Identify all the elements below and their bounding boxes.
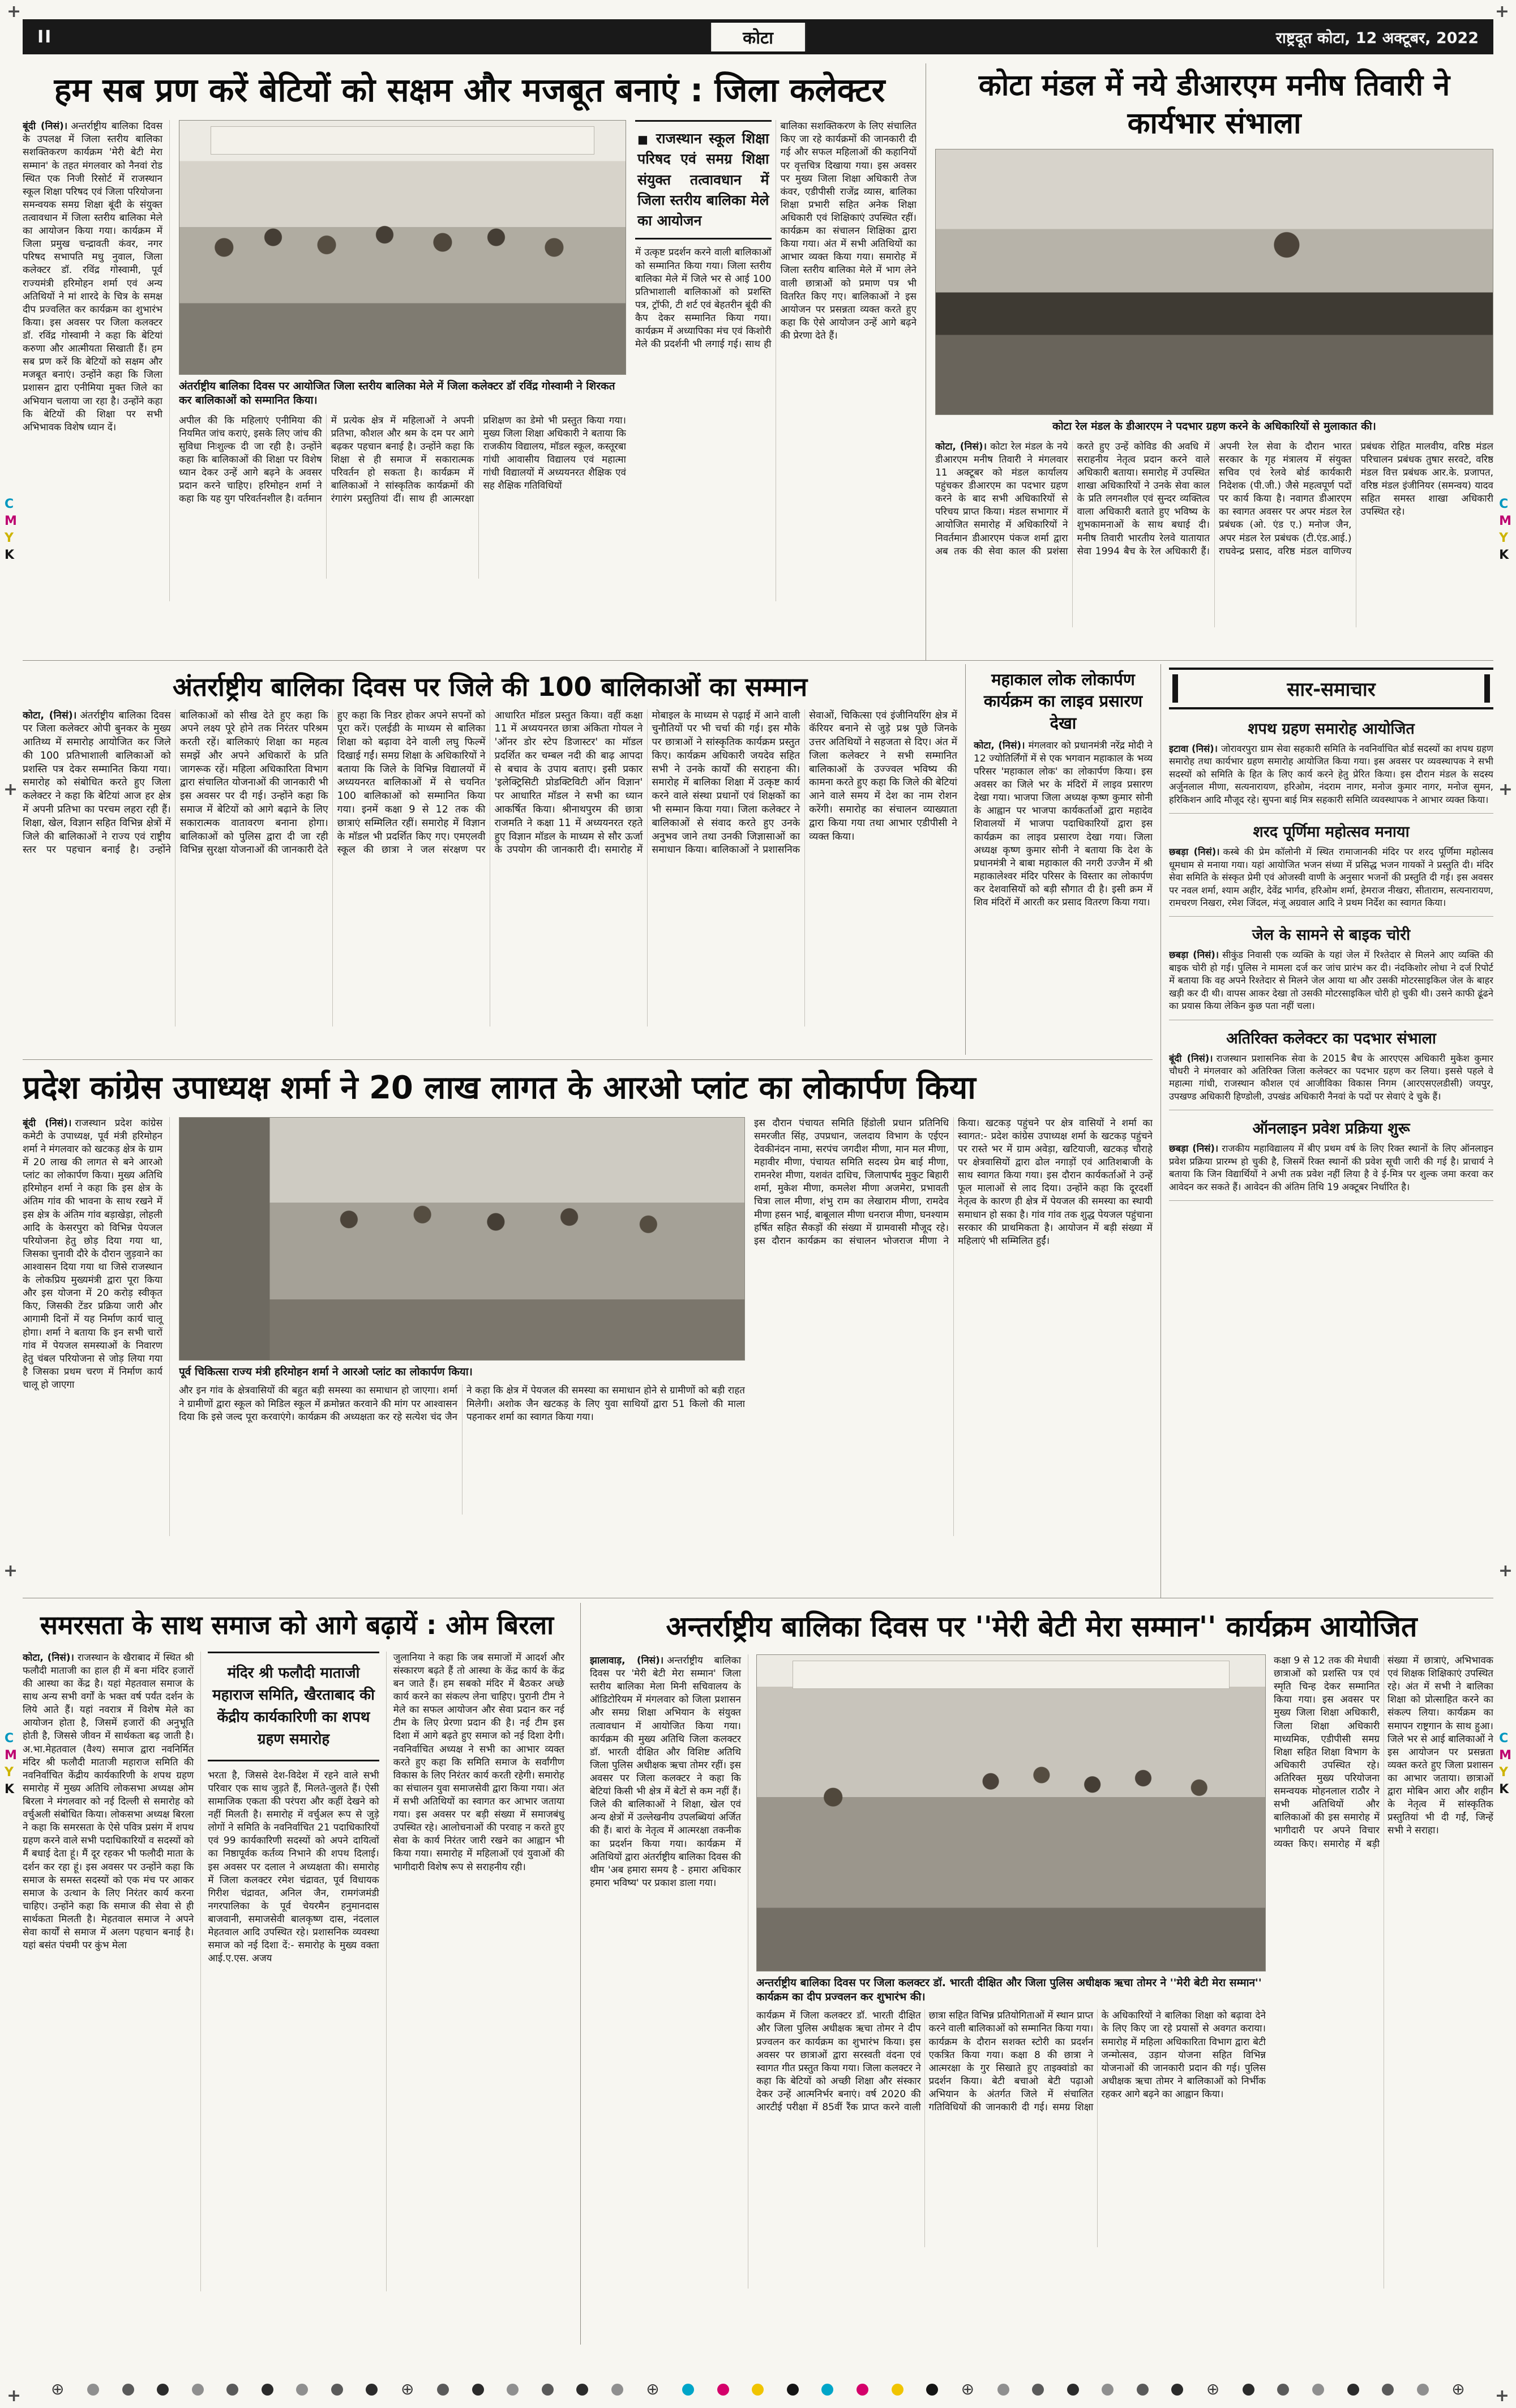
article-ro-plant — [23, 1059, 1153, 1598]
dateline: इटावा (निसं)। — [1169, 743, 1218, 754]
article-meri-beti-col-left — [590, 1654, 748, 2289]
article-drm-headline: कोटा मंडल में नये डीआरएम मनीष तिवारी ने कार्यभार संभाला — [978, 69, 1450, 140]
article-samarasta-col1 — [23, 1652, 200, 2291]
event-banner — [793, 1661, 1230, 1689]
news-brief-adm-padbhar — [1169, 1027, 1493, 1111]
crop-mark-bottom-left: + — [7, 2386, 22, 2406]
sidebar-title: सार-समाचार — [1169, 668, 1493, 709]
news-briefs-sidebar — [1160, 664, 1493, 1598]
article-mahakal-text: मंगलवार को प्रधानमंत्री नरेंद्र मोदी ने 12 ज्योतिर्लिंगों में से एक भगवान महाकाल के भव्य परिसर 'महाकाल लोक' का लोकार्पण किया। इस अवसर का जिले भर के मंदिरों में लाइव प्रसारण देखा गया। भाजपा जिला अध्यक्ष कृष्ण कुमार सोनी के आह्वान पर भाजपा कार्यकर्ताओं द्वारा महादेव शिवालयों में भाजपा पदाधिकारियों द्वारा इस कार्यक्रम का लाइव प्रसारण देखा गया। जिला अध्यक्ष कृष्ण कुमार सोनी ने बताया कि देश के प्रधानमंत्री ने बाबा महाकाल की नगरी उज्जैन में श्री महाकालेश्वर मंदिर परिसर के विस्तार का लोकार्पण कर देशवासियों को बड़ी सौगात दी है। इसी क्रम में शिव मंदिरों में आरती कर प्रसाद वितरण किया गया। — [974, 739, 1153, 909]
article-samman-headline: अंतर्राष्ट्रीय बालिका दिवस पर जिले की 100 बालिकाओं का सम्मान — [172, 671, 808, 702]
brief-text: राजस्थान प्रशासनिक सेवा के 2015 बैच के आरएएस अधिकारी मुकेश कुमार चौधरी ने मंगलवार को अतिरिक्त जिला कलेक्टर का पदभार ग्रहण कर लिया। इससे पहले वे महात्मा गांधी, राजस्थान कौशल एवं आजीविका विकास निगम (आरएसएलडीसी) जयपुर, उपखण्ड अधिकारी हिण्डोली, उपखंड अधिकारी नैनवां के पदों पर सेवाएं दे चुके हैं। — [1169, 1053, 1493, 1102]
article-betiyan-right — [635, 120, 917, 601]
city-label: कोटा — [710, 22, 806, 52]
article-drm-figure — [935, 149, 1493, 434]
dateline: कोटा, (निसं)। — [23, 1652, 74, 1663]
brief-title: शपथ ग्रहण समारोह आयोजित — [1248, 720, 1415, 738]
article-mahakal-body — [974, 739, 1153, 1040]
square-bullet-icon: ■ — [637, 132, 650, 147]
news-brief-bike-chori — [1169, 923, 1493, 1020]
subhead-box-text: राजस्थान स्कूल शिक्षा परिषद एवं समग्र शिक्षा संयुक्त तत्वावधान में जिला स्तरीय बालिका मेले का आयोजन — [637, 130, 769, 229]
dateline: कोटा, (निसं)। — [935, 440, 987, 452]
article-betiyan-headline: हम सब प्रण करें बेटियों को सक्षम और मजबूत बनाएं : जिला कलेक्टर — [54, 71, 885, 109]
article-100-balika-samman — [23, 664, 965, 1055]
article-meri-beti-headline: अन्तर्राष्ट्रीय बालिका दिवस पर ''मेरी बेटी मेरा सम्मान'' कार्यक्रम आयोजित — [666, 1610, 1417, 1643]
event-banner — [211, 126, 594, 155]
news-brief-online-pravesh — [1169, 1117, 1493, 1201]
ro-plant-photo — [179, 1117, 745, 1361]
news-brief-sharad-purnima — [1169, 820, 1493, 917]
article-samarasta-text2: भरता है, जिससे देश-विदेश में रहने वाले सभी परिवार एक साथ जुड़ते हैं, मिलते-जुलते हैं। ऐसी सामाजिक एकता की परंपरा और कहीं देखने को नहीं मिलती है। समारोह में वर्चुअल रूप से जुड़े लोगों ने समिति के नवनिर्वाचित 21 पदाधिकारियों एवं 99 कार्यकारिणी सदस्यों को अपने दायित्वों का निष्ठापूर्वक कर्तव्य निभाने की शपथ दिलाई। इस अवसर पर दलाल ने अध्यक्षता की। समारोह में जिला कलक्टर रमेश चंद्रावत, पूर्व विधायक गिरीश चंद्रावत, अनिल जैन, रामगंजमंडी नगरपालिका के पूर्व चेयरमैन हनुमानदास बाजवानी, समाजसेवी बालकृष्ण दास, नंदलाल मेहतवाल आदि उपस्थित रहे। प्रशासनिक व्यवस्था समाज को नई दिशा दें:- समारोह के मुख्य वक्ता आई.ए.एस. अजय — [208, 1769, 379, 1965]
article-mahakal-live — [965, 664, 1153, 1055]
article-ro-plant-figure — [179, 1117, 745, 1536]
article-meri-beti-text-right: कक्षा 9 से 12 तक की मेधावी छात्राओं को प्रशस्ति पत्र एवं स्मृति चिन्ह देकर सम्मानित किया गया। इस अवसर पर मुख्य जिला शिक्षा अधिकारी, जिला शिक्षा अधिकारी माध्यमिक, एडीपीसी समग्र शिक्षा सहित शिक्षा विभाग के अधिकारी उपस्थित रहे। अतिरिक्त मुख्य परियोजना समन्वयक मोहनलाल राठौर ने सभी अतिथियों और बालिकाओं की इस समारोह में भागीदारी पर अपने विचार व्यक्त किए। समारोह में बड़ी संख्या में छात्राएं, अभिभावक एवं शिक्षक शिक्षिकाएं उपस्थित रहे। अंत में सभी ने बालिका शिक्षा को प्रोत्साहित करने का संकल्प लिया। कार्यक्रम का समापन राष्ट्रगान के साथ हुआ। जिले भर से आई बालिकाओं ने इस आयोजन पर प्रसन्नता व्यक्त करते हुए जिला प्रशासन का आभार जताया। छात्राओं द्वारा मोबिन आरा और शहीन के नेतृत्व में सांस्कृतिक प्रस्तुतियां भी दी गईं, जिन्हें सभी ने सराहा। — [1274, 1655, 1493, 1850]
page-content — [23, 63, 1493, 2345]
article-ro-plant-text-right: इस दौरान पंचायत समिति हिंडोली प्रधान प्रतिनिधि समरजीत सिंह, उपप्रधान, जलदाय विभाग के एईएन देवकीनंदन नामा, सरपंच जगदीश मीणा, मान मल मीणा, महावीर मीणा, पंचायत समिति सदस्य प्रेम बाई मीणा, रामनरेश मीणा, यशवंत दाधिच, जिलापार्षद मुकुट बिहारी शर्मा, मुकेश मीणा, कमलेश मीणा अजमेरा, प्रभावती चित्रा लाल मीणा, शंभु राम का लेखाराम मीणा, रामदेव मीणा हसन भाई, बाबूलाल मीणा धनराज मीणा, घनश्याम हर्षित सहित सैकड़ों की संख्या में ग्रामवासी मौजूद रहे। इस दौरान कार्यक्रम का संचालन भोजराज मीणा ने किया। खटकड़ पहुंचने पर क्षेत्र वासियों ने शर्मा का स्वागत:- प्रदेश कांग्रेस उपाध्यक्ष शर्मा के खटकड़ पहुंचने पर रास्ते भर में ग्राम अवेड़ा, खटियाजी, खटकड़ चौराहे पर क्षेत्रवासियों द्वारा ढोल नगाड़ों एवं आतिशबाजी के साथ स्वागत किया गया। इस दौरान कार्यकर्ताओं ने उन्हें फूल मालाओं से लाद दिया। उन्होंने कहा कि दूरदर्शी नेतृत्व के कारण ही क्षेत्र में पेयजल की समस्या का स्थायी समाधान हो सका है। गांव गांव तक शुद्ध पेयजल पहुंचाना सरकार की प्राथमिकता है। आयोजन में बड़ी संख्या में महिलाएं भी सम्मिलित हुईं। — [754, 1117, 1153, 1247]
article-samarasta-birla — [23, 1603, 580, 2345]
article-drm-body — [935, 440, 1493, 627]
crop-mark-right-lower: + — [1498, 1561, 1513, 1581]
article-betiyan-col-left — [23, 120, 170, 601]
crop-mark-top-right: + — [1494, 2, 1509, 22]
brief-text: सीकुंड निवासी एक व्यक्ति के यहां जेल में रिश्तेदार से मिलने आए व्यक्ति की बाइक चोरी हो गई। पुलिस ने मामला दर्ज कर जांच प्रारंभ कर दी। नंदकिशोर लोधा ने दर्ज रिपोर्ट में बताया कि वह अपने रिश्तेदार से मिलने जेल आया था और उसकी मोटरसाइकिल जेल के बाहर खड़ी कर दी थी। वापस आकर देखा तो उसकी मोटरसाइकिल चोरी हो चुकी थी। उसने काफी ढूंढने का प्रयास किया लेकिन कुछ पता नहीं चला। — [1169, 949, 1493, 1012]
brief-text: राजकीय महाविद्यालय में बीए प्रथम वर्ष के लिए रिक्त स्थानों के लिए ऑनलाइन प्रवेश प्रक्रिया प्रारम्भ हो चुकी है, जिसमें रिक्त स्थानों की प्रवेश सूची जारी की गई है। प्राचार्य ने बताया कि जिन विद्यार्थियों ने अभी तक प्रवेश नहीं लिया है वे ई-मित्र पर शुल्क जमा करवा कर आवेदन कर सकते हैं। आवेदन की अंतिम तिथि 19 अक्टूबर निर्धारित है। — [1169, 1143, 1493, 1192]
article-samarasta-col3: जुलानिया ने कहा कि जब समाजों में आदर्श और संस्कारण बढ़ते हैं तो आस्था के केंद्र कार्य के केंद्र बन जाते हैं। हम सबको मंदिर में बैठकर अच्छे कार्य करने का संकल्प लेना चाहिए। पुरानी टीम ने मेले का सफल आयोजन और सेवा प्रदान कर नई टीम के लिए प्रेरणा प्रदान की है। नई टीम इस दिशा में आगे बढ़ते हुए समाज को नई दिशा देगी। नवनिर्वाचित अध्यक्ष ने सभी का आभार व्यक्त करते हुए कहा कि समिति समाज के सर्वांगीण विकास के लिए निरंतर कार्य करती रहेगी। समारोह का संचालन युवा समाजसेवी द्वारा किया गया। अंत में सभी अतिथियों का स्वागत कर आभार जताया गया। इस अवसर पर बड़ी संख्या में समाजबंधु उपस्थित रहे। आलोचनाओं की परवाह न करते हुए सेवा के कार्य निरंतर जारी रखने का आह्वान भी किया गया। समारोह में महिलाओं एवं युवाओं की भागीदारी विशेष रूप से सराहनीय रही। — [386, 1652, 571, 2291]
brief-body — [1169, 949, 1493, 1012]
brief-title: ऑनलाइन प्रवेश प्रक्रिया शुरू — [1252, 1120, 1410, 1138]
dateline: छबड़ा (निसं)। — [1169, 846, 1220, 858]
article-ro-plant-text-left: राजस्थान प्रदेश कांग्रेस कमेटी के उपाध्यक्ष, पूर्व मंत्री हरिमोहन शर्मा ने मंगलवार को खटकड़ क्षेत्र के ग्राम में 20 लाख की लागत से बने आरओ प्लांट का लोकार्पण किया। मुख्य अतिथि हरिमोहन शर्मा ने कहा कि इस क्षेत्र के अंतिम गांव की भावना के साथ रखने में इस क्षेत्र के अंतिम गांव बड़ाखेड़ा, लोहली आदि के केसरपुरा को विभिन्न पेयजल परियोजना हेतु छोड़ दिया गया था, जिसका चुनावी दौरे के दौरान जुड़वाने का आश्वासन दिया गया था जिसे राजस्थान के लोकप्रिय मुख्यमंत्री द्वारा पूरा किया और इस योजना में 20 करोड़ स्वीकृत किए, जिसकी टेंडर प्रक्रिया जारी और आगामी दिनों में यह निर्माण कार्य चालू होगा। शर्मा ने बताया कि इन सभी चारों गांव में पेयजल समस्याओं के निवारण हेतु चंबल परियोजना से जोड़ लिया गया है जिसका प्रथम चरण में निर्माण कार्य चालू हो जाएगा — [23, 1117, 162, 1391]
article-ro-plant-right — [754, 1117, 1153, 1536]
dateline: बूंदी (निसं)। — [23, 121, 68, 132]
subhead-box — [635, 120, 772, 239]
bottom-section — [23, 1603, 1493, 2345]
mandir-samiti-box: मंदिर श्री फलौदी माताजी महाराज समिति, खैरताबाद की केंद्रीय कार्यकारिणी का शपथ ग्रहण समारोह — [208, 1652, 379, 1761]
brief-title: शरद पूर्णिमा महोत्सव मनाया — [1253, 823, 1410, 841]
article-meri-beti-text-mid: कार्यक्रम में जिला कलक्टर डॉ. भारती दीक्षित और जिला पुलिस अधीक्षक ऋचा तोमर ने दीप प्रज्वलन कर कार्यक्रम का शुभारंभ किया। इस अवसर पर छात्राओं द्वारा सरस्वती वंदना एवं स्वागत गीत प्रस्तुत किया गया। जिला कलक्टर ने कहा कि बेटियों को अच्छी शिक्षा और संस्कार देकर उन्हें आत्मनिर्भर बनाएं। वर्ष 2020 की आरटीई परीक्षा में 85वीं रैंक प्राप्त करने वाली छात्रा सहित विभिन्न प्रतियोगिताओं में स्थान प्राप्त करने वाली बालिकाओं को सम्मानित किया गया। कार्यक्रम के दौरान सशक्त स्टोरी का प्रदर्शन एकत्रित किया गया। कक्षा 8 की छात्रा ने आत्मरक्षा के गुर सिखाते हुए ताइक्वांडो का प्रदर्शन किया। बेटी बचाओ बेटी पढ़ाओ अभियान के अंतर्गत जिले में संचालित गतिविधियों की जानकारी दी गई। समग्र शिक्षा के अधिकारियों ने बालिका शिक्षा को बढ़ावा देने के लिए किए जा रहे प्रयासों से अवगत कराया। समारोह में महिला अधिकारिता विभाग द्वारा बेटी जन्मोत्सव, उड़ान योजना सहित विभिन्न योजनाओं की जानकारी प्रदान की गई। पुलिस अधीक्षक ऋचा तोमर ने बालिकाओं को निर्भीक रहकर आगे बढ़ने का आह्वान किया। — [756, 2010, 1266, 2114]
article-ro-plant-text-mid: और इन गांव के क्षेत्रवासियों की बहुत बड़ी समस्या का समाधान हो जाएगा। शर्मा ने ग्रामीणों द्वारा स्कूल को मिडिल स्कूल में क्रमोन्नत करवाने की मांग पर आश्वासन दिया कि इसे जल्द पूरा करवाएंगे। कार्यक्रम की अध्यक्षता कर रहे सत्येश चंद जैन ने कहा कि क्षेत्र में पेयजल की समस्या का समाधान होने से ग्रामीणों को बड़ी राहत मिलेगी। अशोक जैन खटकड़ के लिए युवा साथियों द्वारा 51 किलो की माला पहनाकर शर्मा का स्वागत किया गया। — [179, 1385, 745, 1423]
dateline: कोटा, (निसं)। — [23, 709, 77, 721]
brief-body — [1169, 1143, 1493, 1194]
brief-body — [1169, 1053, 1493, 1104]
deep-prajwalan-photo — [756, 1654, 1266, 1971]
crop-mark-left-lower: + — [3, 1561, 18, 1581]
article-drm-kota — [926, 63, 1493, 660]
drm-photo-caption: कोटा रेल मंडल के डीआरएम ने पदभार ग्रहण करने के अधिकारियों से मुलाकात की। — [1052, 420, 1376, 433]
article-samarasta-body — [23, 1652, 571, 2291]
middle-top-block — [23, 664, 1153, 1055]
cmyk-mark-right-upper: C M Y K — [1499, 497, 1511, 562]
article-meri-beti-right — [1274, 1654, 1493, 2289]
middle-section — [23, 664, 1493, 1598]
article-betiyan-text-mid: अपील की कि महिलाएं एनीमिया की नियमित जांच कराएं, इसके लिए जांच की सुविधा निःशुल्क दी जा रही है। उन्होंने कहा कि बालिकाओं की शिक्षा पर विशेष ध्यान देकर उन्हें आगे बढ़ने के अवसर प्रदान करने चाहिए। हरिमोहन शर्मा ने कहा कि यह युग परिवर्तनशील है। वर्तमान में प्रत्येक क्षेत्र में महिलाओं ने अपनी प्रतिभा, कौशल और श्रम के दम पर आगे बढ़कर पहचान बनाई है। उन्होंने कहा कि शिक्षा से ही समाज में सकारात्मक परिवर्तन हो सकता है। कार्यक्रम में बालिकाओं ने सांस्कृतिक कार्यक्रमों की रंगारंग प्रस्तुतियां दीं। साथ ही आत्मरक्षा प्रशिक्षण का डेमो भी प्रस्तुत किया गया। मुख्य जिला शिक्षा अधिकारी ने बताया कि राजकीय विद्यालय, मॉडल स्कूल, कस्तूरबा गांधी आवासीय विद्यालय एवं महात्मा गांधी विद्यालयों में अध्ययनरत शैक्षिक एवं सह शैक्षिक गतिविधियों — [179, 414, 626, 505]
article-betiyan-figure — [179, 120, 626, 601]
masthead-dateline: राष्ट्रदूत कोटा, 12 अक्टूबर, 2022 — [1275, 29, 1479, 47]
crop-mark-bottom-right: + — [1494, 2386, 1509, 2406]
article-meri-beti-text-left: अन्तर्राष्ट्रीय बालिका दिवस पर 'मेरी बेटी मेरा सम्मान' जिला स्तरीय बालिका मेला मिनी सचिवालय के ऑडिटोरियम में मंगलवार को जिला प्रशासन और समग्र शिक्षा अभियान के संयुक्त तत्वावधान में आयोजित किया गया। कार्यक्रम की मुख्य अतिथि जिला कलक्टर डॉ. भारती दीक्षित और विशिष्ट अतिथि जिला पुलिस अधीक्षक ऋचा तोमर रहीं। इस अवसर पर जिला कलक्टर ने कहा कि बेटियां किसी भी क्षेत्र में बेटों से कम नहीं हैं। जिले की बालिकाओं ने शिक्षा, खेल एवं अन्य क्षेत्रों में उल्लेखनीय उपलब्धियां अर्जित की हैं। बारां के नेतृत्व में आत्मरक्षा तकनीक का प्रदर्शन किया गया। कार्यक्रम में अतिथियों द्वारा अंतर्राष्ट्रीय बालिका दिवस की थीम 'अब हमारा समय है - हमारा अधिकार हमारा भविष्य' पर प्रकाश डाला गया। — [590, 1655, 741, 1889]
balika-mela-caption: अंतर्राष्ट्रीय बालिका दिवस पर आयोजित जिला स्तरीय बालिका मेले में जिला कलेक्टर डॉ रविंद्र गोस्वामी ने शिरकत कर बालिकाओं को सम्मानित किया। — [179, 380, 615, 407]
ro-plant-caption: पूर्व चिकित्सा राज्य मंत्री हरिमोहन शर्मा ने आरओ प्लांट का लोकार्पण किया। — [179, 1365, 473, 1378]
cmyk-mark-right-lower: C M Y K — [1499, 1731, 1511, 1797]
middle-left-block — [23, 664, 1160, 1598]
dateline: कोटा, (निसं)। — [974, 739, 1025, 751]
article-ro-plant-body — [23, 1117, 1153, 1536]
news-brief-shapath — [1169, 717, 1493, 814]
page-header — [23, 19, 1493, 54]
article-meri-beti-jhalawar — [580, 1603, 1493, 2345]
dateline: बूंदी (निसं)। — [23, 1117, 72, 1129]
brief-text: कस्बे की प्रेम कॉलोनी में स्थित रामाजानकी मंदिर पर शरद पूर्णिमा महोत्सव धूमधाम से मनाया गया। यहां आयोजित भजन संध्या में प्रसिद्ध भजन गायकों ने प्रस्तुति दी। मंदिर सेवा समिति के संस्कृत प्रेमी एवं ओजस्वी वाणी के अनुसार भजनों की प्रस्तुति दी गई। इस अवसर पर नवल शर्मा, श्याम अहीर, देवेंद्र भार्गव, हरिओम शर्मा, हेमराज नीखरा, सीताराम, सत्यनारायण, रामचरण निखरा, रमेश जिंदल, मंजू अग्रवाल आदि ने प्रथम निर्देश का स्वागत किया। — [1169, 846, 1493, 908]
article-betiyan-saksham — [23, 63, 926, 660]
crop-mark-left-mid: + — [3, 780, 18, 799]
article-ro-plant-headline: प्रदेश कांग्रेस उपाध्यक्ष शर्मा ने 20 लाख लागत के आरओ प्लांट का लोकार्पण किया — [23, 1070, 976, 1106]
dateline: बूंदी (निसं)। — [1169, 1053, 1213, 1064]
article-mahakal-headline: महाकाल लोक लोकार्पण कार्यक्रम का लाइव प्रसारण देखा — [983, 670, 1143, 733]
page-number: II — [37, 27, 53, 47]
brief-text: जोरावरपुरा ग्राम सेवा सहकारी समिति के नवनिर्वाचित बोर्ड सदस्यों का शपथ ग्रहण समारोह तथा कार्यभार ग्रहण समारोह आयोजित किया गया। इस अवसर पर व्यवस्थापक ने सभी सदस्यों को समिति के हित के लिए कार्य करने हेतु प्रेरित किया। इस दौरान मंडल के सदस्य अर्जुनलाल मीणा, सत्यनारायण, हरिओम, नंदराम नागर, मनोज कुमार नागर, मनोज सुमन, हरिकिशन आदि मौजूद रहे। सुपना बाई मित्र सहकारी समिति व्यवस्थापक ने आभार व्यक्त किया। — [1169, 743, 1493, 805]
article-samman-body — [23, 709, 957, 1026]
dateline: झालावाड़, (निसं)। — [590, 1655, 664, 1666]
dateline: छबड़ा (निसं)। — [1169, 1143, 1219, 1154]
article-samarasta-col2 — [200, 1652, 386, 2291]
top-section — [23, 63, 1493, 661]
article-ro-plant-col-left — [23, 1117, 170, 1536]
article-betiyan-text-right: में उत्कृष्ट प्रदर्शन करने वाली बालिकाओं को सम्मानित किया गया। जिला स्तरीय बालिका मेले में जिले भर से आई 100 प्रतिभाशाली बालिकाओं को प्रशस्ति पत्र, ट्रॉफी, टी शर्ट एवं बेहतरीन बूंदी की कैप देकर सम्मानित किया गया। कार्यक्रम में अध्यापिका मंच एवं किशोरी मेले की प्रदर्शनी भी लगाई गई। साथ ही बालिका सशक्तिकरण के लिए संचालित किए जा रहे कार्यक्रमों की जानकारी दी गई और सफल महिलाओं की कहानियों पर वृत्तचित्र दिखाया गया। इस अवसर पर मुख्य जिला शिक्षा अधिकारी तेज कंवर, एडीपीसी राजेंद्र व्यास, बालिका शिक्षा प्रभारी सहित अनेक शिक्षा अधिकारी एवं शिक्षिकाएं उपस्थित रहीं। कार्यक्रम का संचालन शिक्षिका द्वारा किया गया। अंत में सभी अतिथियों का आभार व्यक्त किया गया। समारोह में जिला स्तरीय बालिका मेले में भाग लेने वाली छात्राओं को प्रमाण पत्र भी वितरित किए गए। बालिकाओं ने इस आयोजन पर प्रसन्नता व्यक्त करते हुए कहा कि ऐसे आयोजन उन्हें आगे बढ़ने की प्रेरणा देते हैं। — [635, 121, 917, 350]
article-samarasta-text1: राजस्थान के खैराबाद में स्थित श्री फलौदी माताजी का हाल ही में बना मंदिर हजारों की आस्था का केंद्र है। यहां मेहतवाल समाज के साथ अन्य सभी वर्गों के भक्त वर्ष पर्यंत दर्शन के लिये आते हैं। यहां नवरात्र में विशेष मेले का आयोजन होता है, जिसमें हजारों की अनुभूति होती है, जिससे जीवन में सार्थकता बढ़ जाती है। अ.भा.मेहतवाल (वैश्य) समाज द्वारा नवनिर्मित मंदिर श्री फलौदी माताजी महाराज समिति की नवनिर्वाचित केंद्रीय कार्यकारिणी के शपथ ग्रहण समारोह में मुख्य अतिथि लोकसभा अध्यक्ष ओम बिरला ने मंगलवार को नई दिल्ली से समारोह को वर्चुअली संबोधित किया। लोकसभा अध्यक्ष बिरला ने कहा कि समरसता के ऐसे पवित्र प्रसंग में शपथ ग्रहण करने वाले सभी पदाधिकारियों व सदस्यों को मैं बधाई देता हूं। मैं दूर रहकर भी फलौदी माता के दर्शन कर रहा हूं। इस अवसर पर उन्होंने कहा कि समाज के समस्त सदस्यों को एक मंच पर आकर समाज के उत्थान के लिए निरंतर कार्य करना चाहिए। उन्होंने कहा कि समाज की सेवा से ही सार्थकता मिलती है। मेहतवाल समाज ने अपने सेवा कार्यों से समाज में अलग पहचान बनाई है। यहां बसंत पंचमी पर कुंभ मेला — [23, 1652, 194, 1952]
article-drm-text: कोटा रेल मंडल के नये डीआरएम मनीष तिवारी ने मंगलवार 11 अक्टूबर को मंडल कार्यालय पहुंचकर डीआरएम का पदभार ग्रहण करने के बाद सभी अधिकारियों से परिचय प्राप्त किया। मंडल सभागार में आयोजित समारोह में अधिकारियों ने निवर्तमान डीआरएम पंकज शर्मा द्वारा अब तक की सेवा काल की प्रशंसा करते हुए उन्हें कोविड की अवधि में सराहनीय नेतृत्व प्रदान करने वाले अधिकारी बताया। समारोह में उपस्थित शाखा अधिकारियों ने उनके सेवा काल के प्रति लगनशील एवं सुन्दर व्यक्तित्व वाला अधिकारी बताते हुए भविष्य के शुभकामनाओं के साथ बधाई दी। मनीष तिवारी भारतीय रेलवे यातायात सेवा 1994 बैच के रेल अधिकारी हैं। अपनी रेल सेवा के दौरान भारत सरकार के गृह मंत्रालय में संयुक्त सचिव एवं रेलवे बोर्ड कार्यकारी निदेशक (पी.जी.) जैसे महत्वपूर्ण पदों पर कार्य किया है। नवागत डीआरएम का स्वागत अवसर पर अपर मंडल रेल प्रबंधक (ओ. एंड ए.) मनोज जैन, अपर मंडल रेल प्रबंधक (टी.एंड.आई.) राघवेन्द्र प्रसाद, वरिष्ठ मंडल वाणिज्य प्रबंधक रोहित मालवीय, वरिष्ठ मंडल परिचालन प्रबंधक तुषार सरवटे, वरिष्ठ मंडल वित्त प्रबंधक आर.के. प्रजापत, वरिष्ठ मंडल इंजीनियर (समन्वय) यादव सहित समस्त शाखा अधिकारी उपस्थित रहे। — [935, 440, 1493, 557]
brief-title: जेल के सामने से बाइक चोरी — [1252, 926, 1411, 944]
dateline: छबड़ा (निसं)। — [1169, 949, 1219, 961]
article-samarasta-headline: समरसता के साथ समाज को आगे बढ़ायें : ओम बिरला — [40, 1610, 554, 1640]
registration-colorbar: ⊕ ⊕ ⊕ ⊕ ⊕ ⊕ — [51, 2380, 1465, 2398]
deep-prajwalan-caption: अन्तर्राष्ट्रीय बालिका दिवस पर जिला कलक्टर डॉ. भारती दीक्षित और जिला पुलिस अधीक्षक ऋचा तोमर ने ''मेरी बेटी मेरा सम्मान'' कार्यक्रम का दीप प्रज्वलन कर शुभारंभ की। — [756, 1977, 1262, 2003]
brief-title: अतिरिक्त कलेक्टर का पदभार संभाला — [1226, 1029, 1436, 1047]
brief-body — [1169, 743, 1493, 806]
article-betiyan-text-left: अन्तर्राष्ट्रीय बालिका दिवस के उपलक्ष में जिला स्तरीय बालिका सशक्तिकरण कार्यक्रम 'मेरी बेटी मेरा सम्मान' के तहत मंगलवार को नैनवां रोड स्थित एक निजी रिसोर्ट में राजस्थान स्कूल शिक्षा परिषद एवं जिला परियोजना समन्वयक समग्र शिक्षा बूंदी के संयुक्त तत्वावधान में जिला स्तरीय बालिका मेले का आयोजन किया गया। कार्यक्रम में जिला प्रमुख चन्द्रावती कंवर, नगर परिषद सभापति मधु नुवाल, जिला कलेक्टर डॉ. रविंद्र गोस्वामी, पूर्व राज्यमंत्री हरिमोहन शर्मा एवं अन्य अतिथियों ने मां शारदे के चित्र के समक्ष दीप प्रज्वलित कर कार्यक्रम का शुभारंभ किया। इस अवसर पर जिला कलक्टर डॉ. रविंद्र गोस्वामी ने कहा कि बेटियां करुणा और आत्मीयता सिखाती हैं। हम सब प्रण करें कि बेटियों को सक्षम और मजबूत बनाएं। उन्होंने कहा कि जिला प्रशासन द्वारा एनीमिया मुक्त जिले का अभियान चलाया जा रहा है। उन्होंने कहा कि बेटियों की शिक्षा पर सभी अभिभावक विशेष ध्यान दें। — [23, 121, 162, 433]
article-betiyan-body — [23, 120, 917, 601]
drm-office-photo — [935, 149, 1493, 415]
article-meri-beti-body — [590, 1654, 1493, 2289]
crop-mark-top-left: + — [7, 2, 22, 22]
article-meri-beti-figure — [756, 1654, 1266, 2289]
cmyk-mark-left-upper: C M Y K — [5, 497, 17, 562]
article-samman-text: अंतर्राष्ट्रीय बालिका दिवस पर जिला कलेक्टर ओपी बुनकर के मुख्य आतिथ्य में समारोह आयोजित कर जिले की 100 प्रतिभाशाली बालिकाओं को प्रशस्ति पत्र देकर सम्मानित किया गया। समारोह को संबोधित करते हुए जिला कलेक्टर ने कहा कि बेटियां आज हर क्षेत्र में अपनी प्रतिभा का परचम लहरा रही हैं। शिक्षा, खेल, विज्ञान सहित विभिन्न क्षेत्रों में जिले की बालिकाओं ने राज्य एवं राष्ट्रीय स्तर पर पहचान बनाई है। उन्होंने बालिकाओं को सीख देते हुए कहा कि अपने लक्ष्य पूरे होने तक निरंतर परिश्रम करती रहें। बालिकाएं शिक्षा का महत्व समझें और अपने अधिकारों के प्रति जागरूक रहें। महिला अधिकारिता विभाग द्वारा संचालित योजनाओं की जानकारी भी इस अवसर पर दी गई। उन्होंने कहा कि समाज में बेटियों को आगे बढ़ाने के लिए सकारात्मक वातावरण बनाना होगा। बालिकाओं को पुलिस द्वारा दी जा रही विभिन्न सुरक्षा योजनाओं की जानकारी देते हुए कहा कि निडर होकर अपने सपनों को पूरा करें। एलईडी के माध्यम से बालिका शिक्षा को बढ़ावा देने वाली लघु फिल्में दिखाई गईं। समग्र शिक्षा के अधिकारियों ने बताया कि जिले के विभिन्न विद्यालयों में अध्ययनरत बालिकाओं में से चयनित 100 बालिकाओं को सम्मानित किया गया। इनमें कक्षा 9 से 12 तक की छात्राएं सम्मिलित रहीं। समारोह में विज्ञान के मॉडल भी प्रदर्शित किए गए। एमएलवी स्कूल की छात्रा ने जल संरक्षण पर आधारित मॉडल प्रस्तुत किया। वहीं कक्षा 11 में अध्ययनरत छात्रा अंकिता गोयल ने 'ऑनर डोर स्टेप डिजास्टर' का मॉडल प्रदर्शित कर चम्बल नदी की बाढ़ आपदा से बचाव के उपाय बताए। इसी प्रकार 'इलेक्ट्रिसिटी प्रोडक्टिविटी ऑन विज्ञान' पर आधारित मॉडल ने सभी का ध्यान आकर्षित किया। श्रीनाथपुरम की छात्रा राजमति ने कक्षा 11 में अध्ययनरत रहते हुए विज्ञान मॉडल के माध्यम से सौर ऊर्जा के उपयोग की जानकारी दी। समारोह में मोबाइल के माध्यम से पढ़ाई में आने वाली चुनौतियों पर भी चर्चा की गई। इस मौके पर छात्राओं ने सांस्कृतिक कार्यक्रम प्रस्तुत किए। कार्यक्रम अधिकारी जयदेव सहित सभी ने उनके कार्यों की सराहना की। समारोह में बालिका शिक्षा में उत्कृष्ट कार्य करने वाले संस्था प्रधानों एवं शिक्षकों का भी सम्मान किया गया। जिला कलेक्टर ने बालिकाओं से संवाद करते हुए उनके अनुभव जाने तथा उनकी जिज्ञासाओं का समाधान किया। बालिकाओं ने प्रशासनिक सेवाओं, चिकित्सा एवं इंजीनियरिंग क्षेत्र में कॅरियर बनाने से जुड़े प्रश्न पूछे जिनके उत्तर अतिथियों ने सहजता से दिए। अंत में जिला कलेक्टर ने सभी सम्मानित बालिकाओं के उज्ज्वल भविष्य की कामना करते हुए कहा कि जिले की बेटियां आने वाले समय में देश का नाम रोशन करेंगी। समारोह का संचालन व्याख्याता द्वारा किया गया तथा आभार एडीपीसी ने व्यक्त किया। — [23, 709, 957, 856]
brief-body — [1169, 846, 1493, 909]
balika-mela-photo — [179, 120, 626, 375]
crop-mark-right-mid: + — [1498, 780, 1513, 799]
cmyk-mark-left-lower: C M Y K — [5, 1731, 17, 1797]
